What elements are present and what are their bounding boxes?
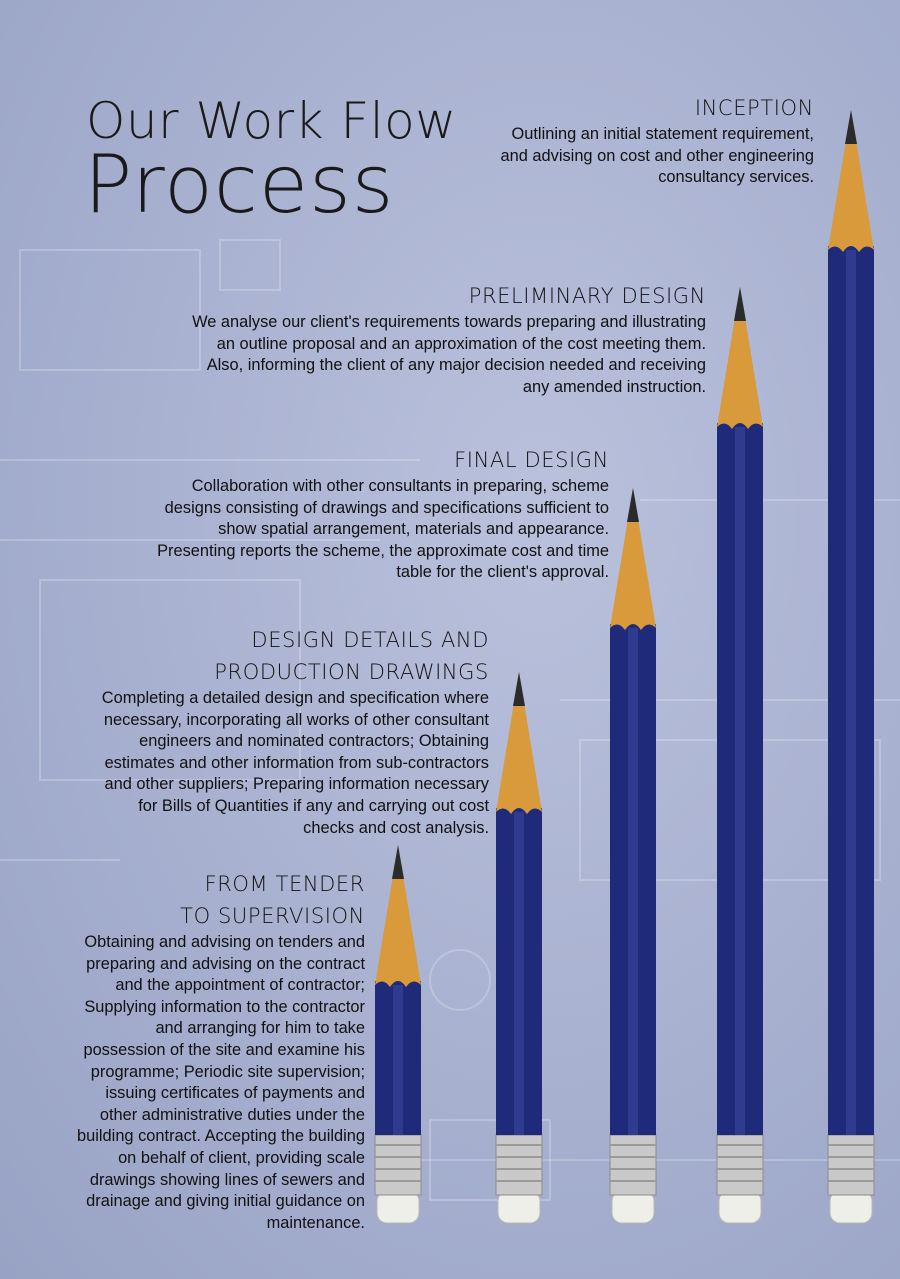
pencil-body-highlight [514, 812, 524, 1135]
pencil-eraser [612, 1191, 654, 1223]
stage-heading: PRELIMINARY DESIGN [468, 284, 706, 308]
pencil-eraser [377, 1191, 419, 1223]
pencil-body-highlight [628, 628, 638, 1135]
stage-heading-line-1: FROM TENDER [204, 872, 365, 896]
stage-final-design [149, 444, 609, 584]
pencil-body-highlight [846, 250, 856, 1135]
pencil-lead [392, 845, 404, 879]
title-line-2: Process [84, 138, 395, 231]
pencil-body-highlight [735, 427, 745, 1135]
pencil-lead [513, 672, 525, 706]
pencil-lead [734, 287, 746, 321]
stage-description: Collaboration with other consultants in preparing, scheme designs consisting of drawings and specifications sufficient to show spatial arrangement, materials and appearance. Presenting reports the scheme, the approximate cost and time table for the client's approval. [157, 477, 609, 582]
pencil-eraser [719, 1191, 761, 1223]
title-line-1: Our Work Flow [86, 92, 457, 150]
stage-heading: INCEPTION [694, 96, 814, 120]
pencil-eraser [830, 1191, 872, 1223]
stage-inception [494, 92, 814, 189]
pencil-lead [627, 488, 639, 522]
stage-design-details [89, 624, 489, 839]
stage-heading-line-2: PRODUCTION DRAWINGS [214, 660, 489, 684]
stage-heading-line-2: TO SUPERVISION [180, 904, 365, 928]
stage-description: Outlining an initial statement requirement, and advising on cost and other engineering consultancy services. [500, 125, 814, 187]
stage-description: We analyse our client's requirements towards preparing and illustrating an outline proposal and an approximation of the cost meeting them. Also, informing the client of any major decision needed and receiving any amended instruction. [192, 313, 706, 396]
stage-heading-line-1: DESIGN DETAILS AND [251, 628, 489, 652]
stage-tender-supervision [70, 868, 365, 1234]
pencil-lead [845, 110, 857, 144]
pencil-body-highlight [393, 985, 403, 1135]
stage-heading: FINAL DESIGN [454, 448, 609, 472]
pencil-eraser [498, 1191, 540, 1223]
stage-preliminary-design [181, 280, 706, 398]
stage-description: Completing a detailed design and specification where necessary, incorporating all works of other consultant engineers and nominated contractors; Obtaining estimates and other information from sub-contractors and other suppliers; Preparing information necessary for Bills of Quantities if any and carrying out cost checks and cost analysis. [101, 689, 489, 837]
stage-description: Obtaining and advising on tenders and preparing and advising on the contract and the appointment of contractor; Supplying information to the contractor and arranging for him to take possession of the site and examine his programme; Periodic site supervision; issuing certificates of payments and other administrative duties under the building contract. Accepting the building on behalf of client, providing scale drawings showing lines of sewers and drainage and giving initial guidance on maintenance. [77, 933, 365, 1232]
